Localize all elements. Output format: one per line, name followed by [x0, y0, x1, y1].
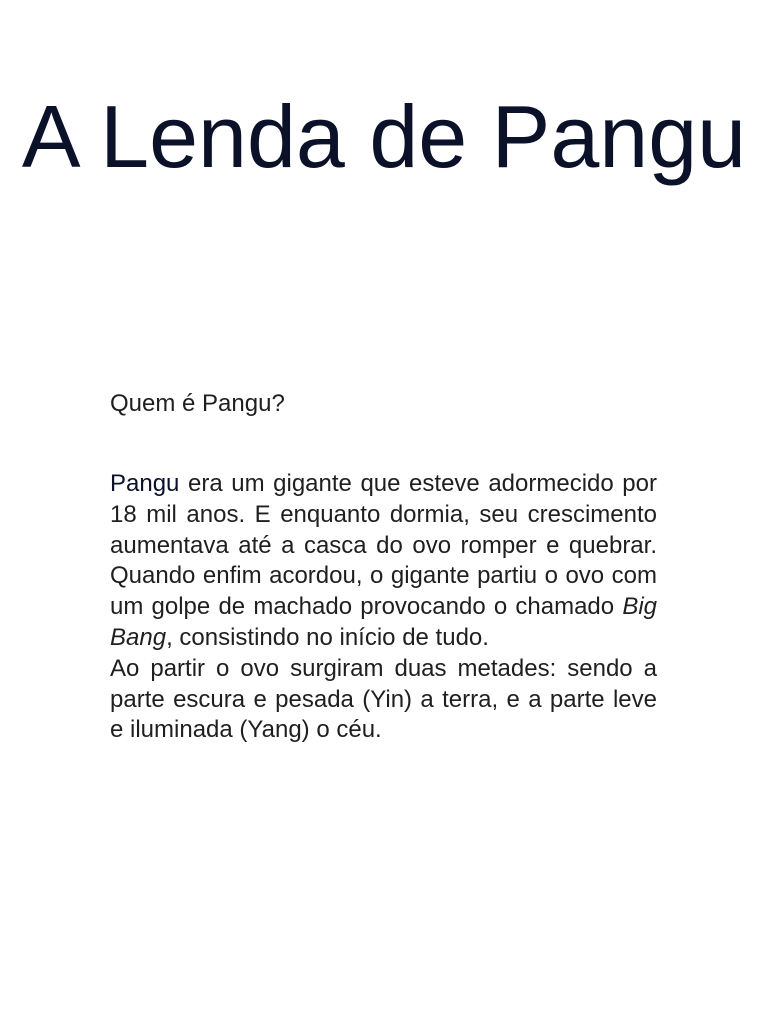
paragraph-1-text-b: , consistindo no início de tudo.	[166, 623, 489, 651]
paragraph-1	[110, 469, 657, 654]
paragraph-1-text-a: era um gigante que esteve adormecido por 18 mil anos. E enquanto dormia, seu crescimento aumentava até a casca do ovo romper e quebrar. Quando enfim acordou, o gigante partiu o ovo com um golpe de machado provocando o chamado	[110, 470, 657, 621]
pangu-name: Pangu	[110, 470, 180, 497]
section-question: Quem é Pangu?	[110, 390, 285, 417]
body-text	[110, 469, 657, 746]
page-title: A Lenda de Pangu	[21, 87, 747, 186]
paragraph-2: Ao partir o ovo surgiram duas metades: sendo a parte escura e pesada (Yin) a terra, e a parte leve e iluminada (Yang) o céu.	[110, 654, 657, 744]
big-bang-emphasis: Big Bang	[110, 593, 657, 651]
